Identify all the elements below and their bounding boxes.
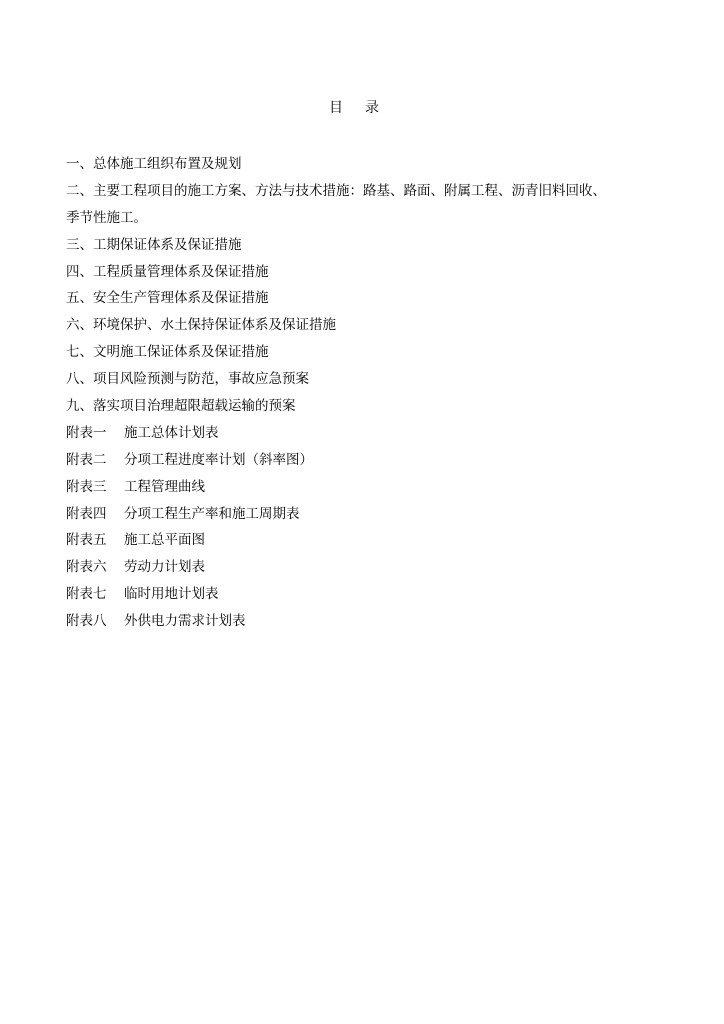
- toc-section-text: 九、落实项目治理超限超载运输的预案: [66, 398, 296, 415]
- appendix-label: 附表八: [66, 613, 107, 630]
- toc-section-5: [66, 285, 666, 312]
- toc-section-4: [66, 259, 666, 286]
- toc-section-2: [66, 178, 666, 205]
- toc-section-text: 三、工期保证体系及保证措施: [66, 236, 242, 253]
- toc-section-text: 七、文明施工保证体系及保证措施: [66, 344, 269, 361]
- toc-section-3: [66, 232, 666, 259]
- toc-appendix-4: [66, 501, 666, 528]
- toc-appendix-6: [66, 554, 666, 581]
- toc-section-8: [66, 366, 666, 393]
- toc-appendix-5: [66, 527, 666, 554]
- toc-section-text: 季节性施工。: [66, 209, 147, 226]
- toc-appendix-2: [66, 447, 666, 474]
- toc-section-text: 二、主要工程项目的施工方案、方法与技术措施：路基、路面、附属工程、沥青旧料回收、: [66, 182, 606, 199]
- appendix-text: 施工总体计划表: [124, 424, 219, 441]
- appendix-label: 附表五: [66, 532, 107, 549]
- toc-section-1: [66, 151, 666, 178]
- appendix-label: 附表二: [66, 451, 107, 468]
- appendix-text: 分项工程生产率和施工周期表: [124, 505, 300, 522]
- appendix-label: 附表七: [66, 586, 107, 603]
- toc-section-text: 八、项目风险预测与防范，事故应急预案: [66, 371, 309, 388]
- appendix-label: 附表一: [66, 424, 107, 441]
- toc-section-text: 六、环境保护、水土保持保证体系及保证措施: [66, 317, 336, 334]
- appendix-label: 附表四: [66, 505, 107, 522]
- toc-section-9: [66, 393, 666, 420]
- appendix-text: 分项工程进度率计划（斜率图）: [124, 451, 313, 468]
- appendix-text: 外供电力需求计划表: [124, 613, 246, 630]
- appendix-text: 临时用地计划表: [124, 586, 219, 603]
- toc-section-text: 四、工程质量管理体系及保证措施: [66, 263, 269, 280]
- appendix-label: 附表三: [66, 478, 107, 495]
- appendix-text: 工程管理曲线: [124, 478, 205, 495]
- page-title: [0, 98, 724, 118]
- title-char-2: 录: [365, 100, 401, 116]
- toc-appendix-1: [66, 420, 666, 447]
- toc-section-6: [66, 312, 666, 339]
- toc-section-text: 五、安全生产管理体系及保证措施: [66, 290, 269, 307]
- toc-section-text: 一、总体施工组织布置及规划: [66, 156, 242, 172]
- toc-section-7: [66, 339, 666, 366]
- toc-section-2-continued: [66, 205, 666, 232]
- appendix-text: 施工总平面图: [124, 532, 205, 549]
- table-of-contents: [66, 151, 666, 635]
- toc-appendix-8: [66, 608, 666, 635]
- appendix-text: 劳动力计划表: [124, 559, 205, 576]
- appendix-label: 附表六: [66, 559, 107, 576]
- title-char-1: 目: [329, 100, 365, 116]
- toc-appendix-7: [66, 581, 666, 608]
- toc-appendix-3: [66, 474, 666, 501]
